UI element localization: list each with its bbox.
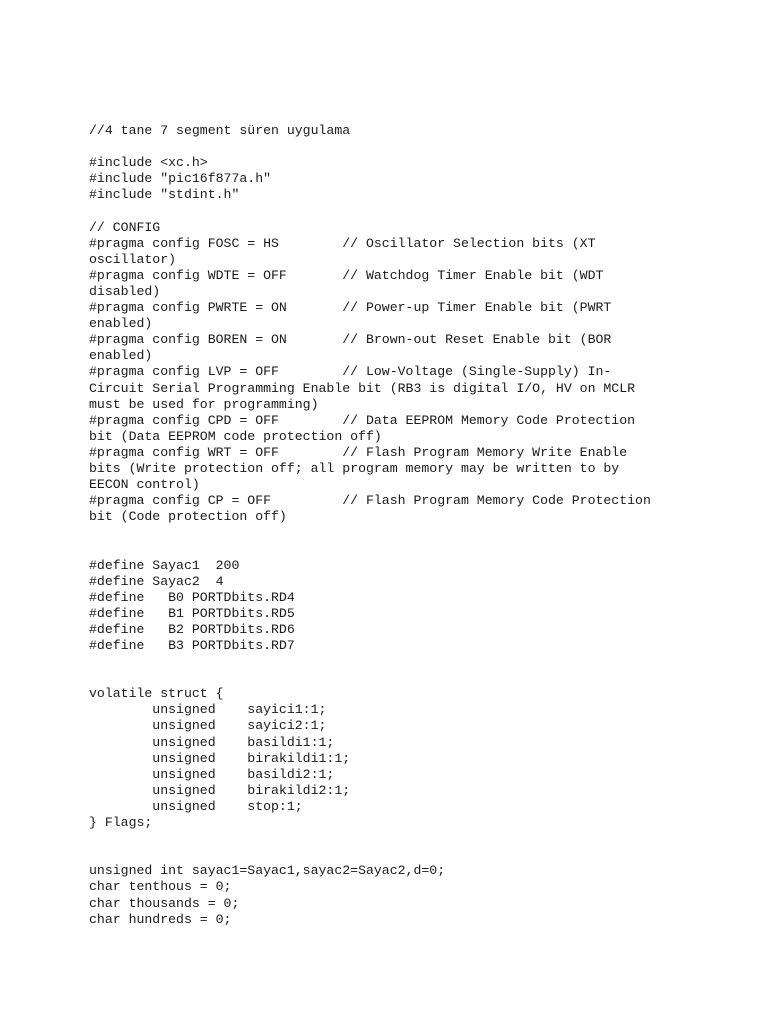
code-line: char tenthous = 0; [89, 879, 232, 895]
code-line: enabled) [89, 316, 153, 332]
code-line: } Flags; [89, 815, 153, 831]
code-line: #include "stdint.h" [89, 187, 240, 203]
code-line: unsigned birakildi1:1; [89, 750, 351, 766]
code-line: #include "pic16f877a.h" [89, 171, 272, 187]
code-line: #pragma config PWRTE = ON // Power-up Timer Enable bit (PWRT [89, 300, 612, 316]
code-line: #pragma config WRT = OFF // Flash Program Memory Write Enable [89, 444, 628, 460]
code-line: #pragma config WDTE = OFF // Watchdog Timer Enable bit (WDT [89, 267, 604, 283]
code-line: Circuit Serial Programming Enable bit (RB3 is digital I/O, HV on MCLR [89, 380, 636, 396]
code-line: #define B1 PORTDbits.RD5 [89, 605, 295, 621]
code-line [89, 670, 709, 686]
code-line: // CONFIG [89, 219, 161, 235]
code-line [89, 847, 709, 863]
code-line: oscillator) [89, 251, 177, 267]
code-line [89, 541, 709, 557]
code-line: #pragma config CPD = OFF // Data EEPROM Memory Code Protection [89, 412, 636, 428]
code-line: #pragma config CP = OFF // Flash Program Memory Code Protection [89, 493, 651, 509]
code-line: #pragma config FOSC = HS // Oscillator Selection bits (XT [89, 235, 596, 251]
code-line: unsigned basildi1:1; [89, 734, 335, 750]
code-line: #define B0 PORTDbits.RD4 [89, 589, 295, 605]
code-line: #define B2 PORTDbits.RD6 [89, 621, 295, 637]
code-line [89, 139, 709, 155]
code-line: disabled) [89, 283, 161, 299]
code-line: bits (Write protection off; all program memory may be written to by [89, 460, 620, 476]
code-line: bit (Data EEPROM code protection off) [89, 428, 382, 444]
code-line: #define B3 PORTDbits.RD7 [89, 638, 295, 653]
code-line: #define Sayac1 200 [89, 557, 240, 573]
code-line [89, 525, 709, 541]
code-line: unsigned sayici2:1; [89, 718, 327, 734]
code-line [89, 203, 709, 219]
code-line: unsigned sayici1:1; [89, 702, 327, 718]
code-line: EECON control) [89, 477, 200, 493]
code-line: #pragma config LVP = OFF // Low-Voltage (Single-Supply) In- [89, 364, 612, 380]
code-line [89, 654, 709, 670]
code-line: //4 tane 7 segment süren uygulama [89, 123, 351, 138]
code-line: #define Sayac2 4 [89, 573, 224, 589]
code-line: enabled) [89, 348, 153, 364]
code-line [89, 831, 709, 847]
code-document [89, 123, 709, 928]
code-line: bit (Code protection off) [89, 509, 287, 525]
code-line: volatile struct { [89, 686, 224, 702]
code-line: unsigned birakildi2:1; [89, 782, 351, 798]
code-line: #include <xc.h> [89, 155, 208, 171]
code-line: unsigned basildi2:1; [89, 766, 335, 782]
code-line: #pragma config BOREN = ON // Brown-out Reset Enable bit (BOR [89, 332, 612, 348]
code-line: unsigned stop:1; [89, 798, 303, 814]
code-line: char thousands = 0; [89, 895, 240, 911]
code-line: char hundreds = 0; [89, 911, 232, 927]
code-line: must be used for programming) [89, 396, 319, 412]
code-line: unsigned int sayac1=Sayac1,sayac2=Sayac2,d=0; [89, 863, 446, 879]
